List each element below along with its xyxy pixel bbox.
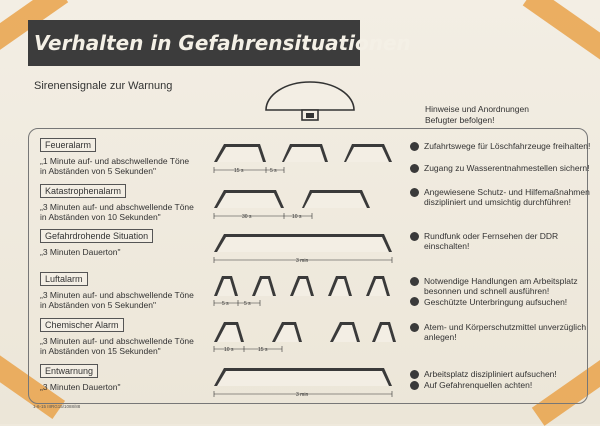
bullet-dot-icon [410, 232, 419, 241]
dim-label: 15 s [258, 347, 268, 353]
advice-feueralarm-1: Zufahrtswege für Löschfahrzeuge freihalten! [424, 141, 591, 151]
advice-entwarnung-1: Arbeitsplatz diszipliniert aufsuchen! [424, 369, 557, 379]
advice-luftalarm-2: Geschützte Unterbringung aufsuchen! [424, 297, 568, 307]
signal-desc-chemischer-alarm [40, 336, 220, 356]
signal-label-entwarnung: Entwarnung [40, 364, 98, 378]
desc-line: „3 Minuten Dauerton" [40, 247, 121, 257]
bullet-dot-icon [410, 277, 419, 286]
advice-luftalarm-1: Notwendige Handlungen am Arbeitsplatz besonnen und schnell ausführen! [424, 276, 578, 296]
dim-label: 3 min [296, 258, 309, 264]
dim-label: 10 s [292, 214, 302, 220]
signal-desc-katastrophenalarm [40, 202, 220, 222]
desc-line: in Abständen von 15 Sekunden" [40, 346, 161, 356]
desc-line: „3 Minuten Dauerton" [40, 382, 121, 392]
waveform-feueralarm [212, 140, 402, 176]
signal-desc-gefahrdrohende-situation [40, 247, 220, 257]
signal-desc-luftalarm [40, 290, 220, 310]
hinweise-line-1: Hinweise und Anordnungen [425, 104, 529, 114]
dim-label: 5 s [244, 301, 251, 307]
signal-label-gefahrdrohende-situation: Gefahrdrohende Situation [40, 229, 153, 243]
dim-label: 10 s [224, 347, 234, 353]
bullet-dot-icon [410, 297, 419, 306]
signal-label-katastrophenalarm: Katastrophenalarm [40, 184, 126, 198]
dim-label: 30 s [242, 214, 252, 220]
advice-gefahrdrohende-situation-1: Rundfunk oder Fernsehen der DDR einschalten! [424, 231, 559, 251]
bullet-dot-icon [410, 370, 419, 379]
desc-line: „3 Minuten auf- und abschwellende Töne [40, 336, 194, 346]
signal-label-chemischer-alarm: Chemischer Alarm [40, 318, 124, 332]
waveform-entwarnung [212, 364, 402, 400]
waveform-luftalarm [212, 272, 402, 308]
subtitle: Sirenensignale zur Warnung [34, 80, 173, 92]
hinweise-line-2: Befugter befolgen! [425, 115, 495, 125]
bullet-dot-icon [410, 164, 419, 173]
desc-line: „3 Minuten auf- und abschwellende Töne [40, 202, 194, 212]
desc-line: „1 Minute auf- und abschwellende Töne [40, 156, 190, 166]
dim-label: 5 s [270, 168, 277, 174]
advice-chemischer-alarm-1: Atem- und Körperschutzmittel unverzüglich anlegen! [424, 322, 587, 342]
dim-label: 15 s [234, 168, 244, 174]
advice-entwarnung-2: Auf Gefahrenquellen achten! [424, 380, 533, 390]
waveform-chemischer-alarm [212, 318, 402, 354]
dim-label: 3 min [296, 392, 309, 398]
bullet-dot-icon [410, 381, 419, 390]
signal-label-feueralarm: Feueralarm [40, 138, 96, 152]
signal-desc-feueralarm [40, 156, 220, 176]
bullet-dot-icon [410, 323, 419, 332]
bullet-dot-icon [410, 188, 419, 197]
signal-desc-entwarnung [40, 382, 220, 392]
waveform-gefahrdrohende-situation [212, 230, 402, 266]
siren-icon [262, 80, 358, 126]
print-code: 1-6-15 IIIRG15/1088/88 [33, 404, 81, 409]
desc-line: in Abständen von 10 Sekunden" [40, 212, 161, 222]
bullet-dot-icon [410, 142, 419, 151]
page-title: Verhalten in Gefahrensituationen [28, 20, 360, 66]
hinweise-text [425, 104, 585, 126]
desc-line: „3 Minuten auf- und abschwellende Töne [40, 290, 194, 300]
desc-line: in Abständen von 5 Sekunden" [40, 166, 156, 176]
signal-label-luftalarm: Luftalarm [40, 272, 88, 286]
waveform-katastrophenalarm [212, 186, 402, 222]
dim-label: 5 s [222, 301, 229, 307]
advice-feueralarm-2: Zugang zu Wasserentnahmestellen sichern! [424, 163, 590, 173]
desc-line: in Abständen von 5 Sekunden" [40, 300, 156, 310]
advice-katastrophenalarm-1: Angewiesene Schutz- und Hilfemaßnahmen diszipliniert und umsichtig durchführen! [424, 187, 590, 207]
